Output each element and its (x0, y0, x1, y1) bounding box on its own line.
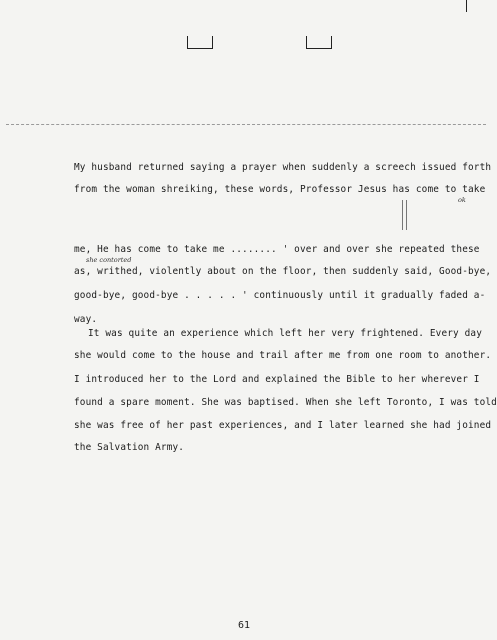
paste-edge-line (6, 124, 486, 125)
page-number: 61 (238, 620, 251, 631)
text-line-8: she would come to the house and trail after me from one room to another. (74, 350, 492, 361)
text-line-7: It was quite an experience which left her very frightened. Every day (88, 328, 483, 339)
text-line-11: she was free of her past experiences, and I later learned she had joined (74, 420, 492, 431)
margin-mark: ok (458, 196, 466, 204)
binding-mark-left (187, 36, 213, 49)
text-line-3: me, He has come to take me ........ ' over and over she repeated these (74, 244, 480, 255)
corner-tick (466, 0, 467, 12)
text-line-6: way. (74, 314, 98, 325)
text-line-12: the Salvation Army. (74, 442, 185, 453)
text-line-10: found a spare moment. She was baptised. When she left Toronto, I was told (74, 397, 497, 408)
text-line-4: as, writhed, violently about on the floor, then suddenly said, Good-bye, (74, 266, 492, 277)
text-line-5: good-bye, good-bye . . . . . ' continuously until it gradually faded a- (74, 290, 486, 301)
binding-mark-right (306, 36, 332, 49)
handwritten-insertion: she contorted (86, 256, 132, 264)
correction-marks (402, 200, 410, 234)
text-line-1: My husband returned saying a prayer when suddenly a screech issued forth (74, 162, 492, 173)
text-line-9: I introduced her to the Lord and explained the Bible to her wherever I (74, 374, 480, 385)
text-line-2: from the woman shreiking, these words, Professor Jesus has come to take (74, 184, 486, 195)
